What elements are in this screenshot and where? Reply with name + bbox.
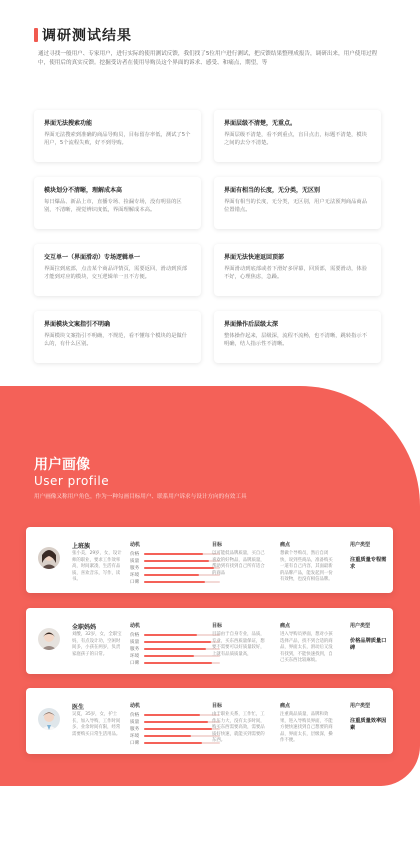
finding-card <box>34 244 201 296</box>
column-head-type: 用户类型 <box>350 623 371 629</box>
persona-type: 注重质量专程需求 <box>350 557 387 571</box>
metric-bar <box>144 634 220 637</box>
research-results-section <box>0 0 420 400</box>
metric-label: 质量 <box>130 720 140 725</box>
persona-type: 注重质量效率因素 <box>350 718 387 732</box>
metric-bar <box>144 714 220 717</box>
persona-card <box>26 608 393 674</box>
finding-title: 模块划分不清晰，理解成本高 <box>44 187 123 194</box>
metric-label: 价格 <box>130 552 140 557</box>
column-head-pain: 痛点 <box>280 623 291 629</box>
finding-card <box>34 110 201 162</box>
avatar <box>38 708 60 730</box>
metric-label: 质量 <box>130 640 140 645</box>
finding-text: 界面层级不清楚，看不到重点，盲目点击，标题不清楚，模块之间的去分不清楚。 <box>224 132 368 147</box>
user-profile-subtitle: User profile <box>34 474 110 488</box>
finding-title: 界面无法快速返回顶部 <box>224 254 285 261</box>
finding-text: 界面有相当的长度，无分类，无区别，用户无法预判商品商品位置错点。 <box>224 199 368 214</box>
column-head-goal: 目标 <box>212 703 223 709</box>
persona-pain: 注重商品质量，品牌和效果，进入导购员界面，不能方便快速找到自己想要的商品，界面太长，层级深，操作不便。 <box>280 712 333 743</box>
metric-bar <box>144 728 220 731</box>
metric-label: 口碑 <box>130 741 140 746</box>
persona-name: 全职妈妈 <box>72 624 97 631</box>
column-head-motive: 动机 <box>130 623 141 629</box>
finding-title: 界面模块文案指引不明确 <box>44 321 111 328</box>
persona-description: 刘酸，32岁，女，全职宝妈，有点设计功，空闲时间多，小孩在两岁，负责家庭孩子的日常。 <box>72 632 122 657</box>
finding-card <box>214 110 381 162</box>
column-head-pain: 痛点 <box>280 542 291 548</box>
metric-bar-fill <box>144 742 202 745</box>
finding-text: 整体操作起来，层级深，流程不流畅，也不清晰，跳转指示不明确，结人指示性不清晰。 <box>224 333 368 348</box>
metric-bar-fill <box>144 648 206 651</box>
finding-text: 界面滑动到底部或者下滑好多屏幕，回顶部，需要滑动，体验不好，心理焦虑，急躁。 <box>224 266 368 281</box>
finding-card <box>34 177 201 229</box>
finding-text: 每日爆品、新品上市，直播专场、捡漏专场，没有明显的区别，不清晰，视觉辨识度低，界面理解成本高。 <box>44 199 182 214</box>
avatar <box>38 628 60 650</box>
metric-bar <box>144 662 220 665</box>
persona-description: 张小美，29岁，女，设计师的职业，要求工作效率高，时间紧凑，生活有品质，喜欢音乐，写作，读书。 <box>72 551 122 582</box>
title-accent-bar <box>34 28 38 42</box>
metric-label: 服务 <box>130 647 140 652</box>
column-head-goal: 目标 <box>212 542 223 548</box>
metric-bar-fill <box>144 662 212 665</box>
metric-bar-fill <box>144 641 211 644</box>
metric-label: 服务 <box>130 566 140 571</box>
metric-bar <box>144 553 220 556</box>
metric-bar-fill <box>144 560 209 563</box>
metric-bar <box>144 641 220 644</box>
finding-text: 界面拉到底部，点击某个商品详情页，需要返回，滑动到顶部才能到对应的模块，交互逻辑单一且不方便。 <box>44 266 188 281</box>
metric-bar <box>144 574 220 577</box>
persona-pain: 想做个导购员，然后自闭快，说到些商品，准备购买一道有自己内容，其面最新的品牌产品，能发起到一份有效物，也没有相信品牌。 <box>280 551 333 582</box>
finding-card <box>214 311 381 363</box>
column-head-goal: 目标 <box>212 623 223 629</box>
metric-label: 价格 <box>130 713 140 718</box>
persona-card <box>26 688 393 754</box>
column-head-type: 用户类型 <box>350 703 371 709</box>
metric-bar <box>144 567 220 570</box>
metric-bar-fill <box>144 567 214 570</box>
column-head-motive: 动机 <box>130 703 141 709</box>
persona-type: 价格品牌质量口碑 <box>350 638 387 652</box>
metric-bar-fill <box>144 574 199 577</box>
metric-label: 环境 <box>130 734 140 739</box>
section-title: 调研测试结果 <box>42 28 132 44</box>
metric-bar-fill <box>144 735 191 738</box>
metric-bar-fill <box>144 721 208 724</box>
finding-title: 界面操作后层级太深 <box>224 321 279 328</box>
user-profile-title: 用户画像 <box>34 457 90 473</box>
metric-bar <box>144 648 220 651</box>
metric-label: 质量 <box>130 559 140 564</box>
persona-name: 上班族 <box>72 543 91 550</box>
metric-label: 环境 <box>130 573 140 578</box>
finding-title: 界面层级不清楚，无重点。 <box>224 120 297 127</box>
metric-bar <box>144 742 220 745</box>
persona-name: 医生 <box>72 704 85 711</box>
persona-goal: 由于职业关系，工作忙，工作压力大，没有太多时间，购买东西需要高效，需要品质好快速，就能买到需要的东西。 <box>212 712 265 743</box>
metric-bar-fill <box>144 553 203 556</box>
finding-title: 界面无法搜索功能 <box>44 120 93 127</box>
finding-title: 交互单一（界面滑动）专场逻辑单一 <box>44 254 141 261</box>
persona-pain: 进入导购员界面，想对小孩选择产品，找不到合适的商品，界面太长，滑动后又没有找到，不能快速找到，自己买东西比较麻烦。 <box>280 632 333 663</box>
finding-card <box>34 311 201 363</box>
metric-label: 口碑 <box>130 661 140 666</box>
metric-label: 价格 <box>130 633 140 638</box>
column-head-type: 用户类型 <box>350 542 371 548</box>
finding-card <box>214 244 381 296</box>
avatar <box>38 547 60 569</box>
metric-bar-fill <box>144 634 197 637</box>
metric-bar <box>144 581 220 584</box>
persona-card <box>26 527 393 593</box>
finding-card <box>214 177 381 229</box>
metric-bar <box>144 560 220 563</box>
user-profile-description: 用户画像又称用户角色，作为一种勾画目标用户、联系用户诉求与设计方向的有效工具 <box>34 494 247 500</box>
metric-bar-fill <box>144 581 205 584</box>
finding-text: 界面模块文案指引不明确，不规范，看不懂每个模块的是做什么的，有什么区别。 <box>44 333 188 348</box>
section-intro: 通过寻找一般用户、专家用户，进行实际的使用测试反馈，我们找了5位用户进行测试，把反馈结果整理成报告，调研出来，用户使用过程中，使用后的真实反馈。挖掘受访者在使用导购员这个界面的诉求、感受、和痛点，期望，等 <box>38 51 378 66</box>
metric-bar <box>144 721 220 724</box>
metric-bar-fill <box>144 728 212 731</box>
persona-goal: 目前由于自身专业，品质，专业，买东西质量保证，想要不需要可以好质量较好，上就有品质质量高， <box>212 632 265 657</box>
metric-bar-fill <box>144 714 200 717</box>
metric-label: 环境 <box>130 654 140 659</box>
metric-bar-fill <box>144 655 194 658</box>
column-head-pain: 痛点 <box>280 703 291 709</box>
persona-description: 吴夏，35岁，女，护士长，加入导购，工作时间多，业余时间有限，经常需要购买日常生活用品。 <box>72 712 121 737</box>
metric-label: 口碑 <box>130 580 140 585</box>
persona-goal: 以可能低品牌质量，买自己喜欢的好物品，品牌质量，帮助到有找到自己所有适合的商品 <box>212 551 265 576</box>
metric-bar <box>144 735 220 738</box>
finding-title: 界面有相当的长度，无分类，无区别 <box>224 187 321 194</box>
finding-text: 界面无法搜索到准确的商品导购员，目标留存率低，测试了5个用户，5个流程失败，好不到导购。 <box>44 132 191 147</box>
metric-label: 服务 <box>130 727 140 732</box>
metric-bar <box>144 655 220 658</box>
column-head-motive: 动机 <box>130 542 141 548</box>
